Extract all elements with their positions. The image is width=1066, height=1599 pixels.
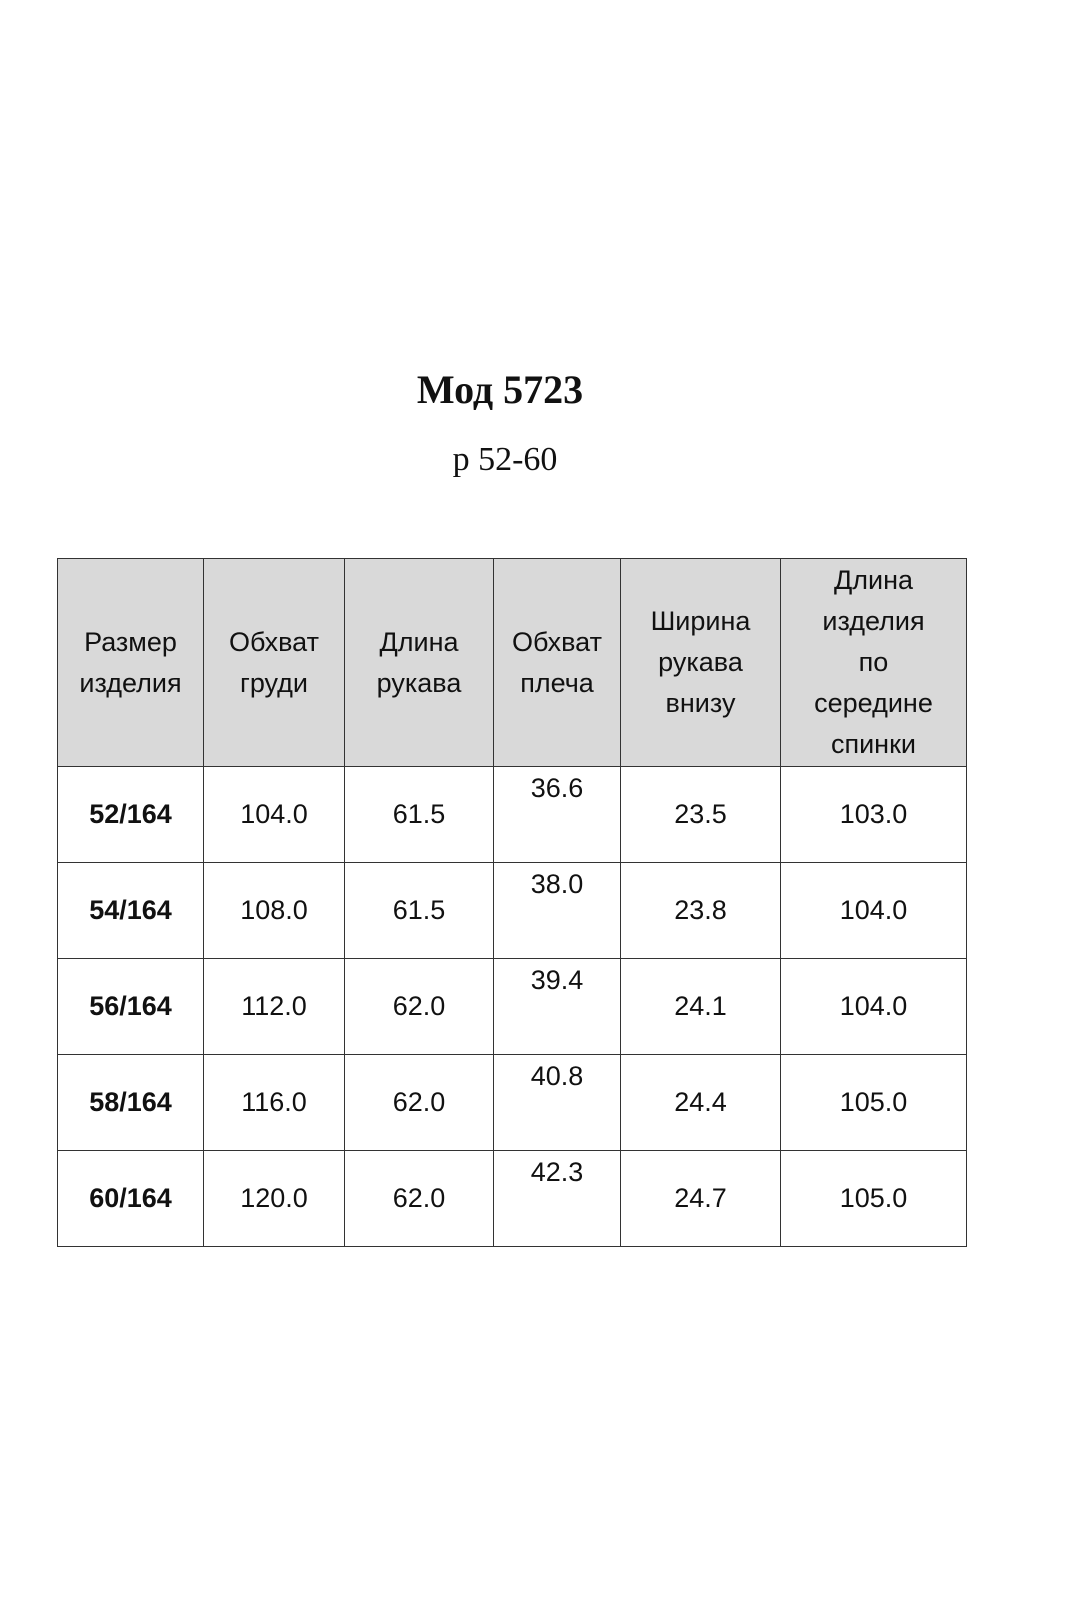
chest-cell: 116.0 xyxy=(204,1055,345,1151)
sleeve-width-cell: 24.1 xyxy=(621,959,781,1055)
size-cell: 52/164 xyxy=(58,767,204,863)
back-length-cell: 104.0 xyxy=(781,863,967,959)
size-cell: 58/164 xyxy=(58,1055,204,1151)
chest-cell: 112.0 xyxy=(204,959,345,1055)
size-chart-table xyxy=(57,558,967,1247)
shoulder-cell: 36.6 xyxy=(494,767,621,863)
table-row xyxy=(58,959,967,1055)
table-row xyxy=(58,1055,967,1151)
back-length-cell: 103.0 xyxy=(781,767,967,863)
table-row xyxy=(58,1151,967,1247)
table-row xyxy=(58,863,967,959)
chest-cell: 108.0 xyxy=(204,863,345,959)
chest-cell: 104.0 xyxy=(204,767,345,863)
back-length-cell: 105.0 xyxy=(781,1055,967,1151)
sleeve-width-cell: 24.7 xyxy=(621,1151,781,1247)
back-length-cell: 105.0 xyxy=(781,1151,967,1247)
table-header-row xyxy=(58,559,967,767)
size-cell: 54/164 xyxy=(58,863,204,959)
shoulder-cell: 42.3 xyxy=(494,1151,621,1247)
sleeve-length-cell: 61.5 xyxy=(345,767,494,863)
size-range-subtitle: р 52-60 xyxy=(452,441,558,478)
table-row xyxy=(58,767,967,863)
header-sleeve-width: Ширина рукава внизу xyxy=(621,559,781,767)
document-title: Мод 5723 xyxy=(416,367,584,412)
size-cell: 56/164 xyxy=(58,959,204,1055)
header-sleeve-length: Длина рукава xyxy=(345,559,494,767)
sleeve-width-cell: 23.5 xyxy=(621,767,781,863)
sleeve-length-cell: 62.0 xyxy=(345,959,494,1055)
size-cell: 60/164 xyxy=(58,1151,204,1247)
back-length-cell: 104.0 xyxy=(781,959,967,1055)
header-shoulder: Обхват плеча xyxy=(494,559,621,767)
sleeve-length-cell: 62.0 xyxy=(345,1151,494,1247)
shoulder-cell: 39.4 xyxy=(494,959,621,1055)
shoulder-cell: 40.8 xyxy=(494,1055,621,1151)
shoulder-cell: 38.0 xyxy=(494,863,621,959)
sleeve-width-cell: 24.4 xyxy=(621,1055,781,1151)
header-chest: Обхват груди xyxy=(204,559,345,767)
chest-cell: 120.0 xyxy=(204,1151,345,1247)
header-size: Размер изделия xyxy=(58,559,204,767)
sleeve-length-cell: 61.5 xyxy=(345,863,494,959)
sleeve-length-cell: 62.0 xyxy=(345,1055,494,1151)
header-back-length: Длина изделия по середине спинки xyxy=(781,559,967,767)
sleeve-width-cell: 23.8 xyxy=(621,863,781,959)
